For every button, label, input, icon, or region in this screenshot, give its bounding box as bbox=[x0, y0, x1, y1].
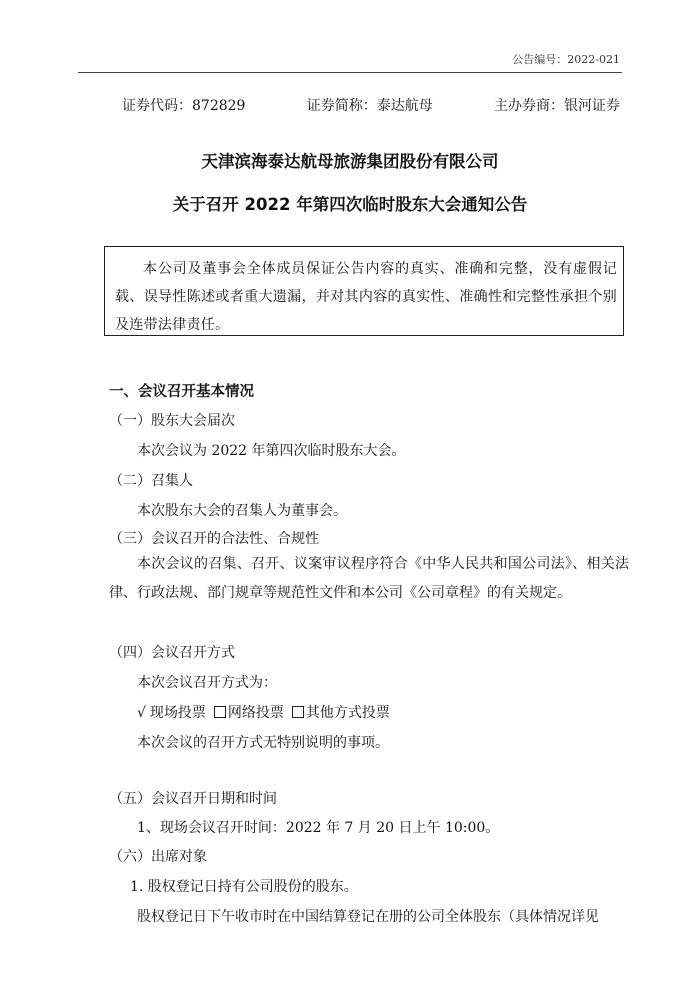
voting-options bbox=[137, 702, 390, 722]
sponsor-value: 银河证券 bbox=[563, 98, 620, 114]
option-other-vote: 其他方式投票 bbox=[305, 705, 390, 721]
subsection-2-title: （二）召集人 bbox=[109, 473, 193, 489]
header-rule bbox=[78, 72, 622, 73]
statement-box bbox=[104, 246, 624, 336]
company-title: 天津滨海泰达航母旅游集团股份有限公司 bbox=[201, 152, 499, 171]
checkmark-icon: √ bbox=[137, 705, 146, 721]
notice-title: 关于召开 2022 年第四次临时股东大会通知公告 bbox=[172, 195, 528, 214]
securities-abbr-value: 泰达航母 bbox=[376, 98, 433, 114]
statement-text: 本公司及董事会全体成员保证公告内容的真实、准确和完整，没有虚假记载、误导性陈述或者重大遗漏，并对其内容的真实性、准确性和完整性承担个别及连带法律责任。 bbox=[115, 261, 617, 333]
sponsor-label: 主办券商： bbox=[493, 98, 564, 114]
subsection-3-body: 本次会议的召集、召开、议案审议程序符合《中华人民共和国公司法》、相关法律、行政法规、部门规章等规范性文件和本公司《公司章程》的有关规定。 bbox=[109, 556, 629, 601]
subsection-5-title: （五）会议召开日期和时间 bbox=[109, 791, 277, 807]
subsection-6-body: 股权登记日下午收市时在中国结算登记在册的公司全体股东（具体情况详见 bbox=[137, 909, 599, 925]
securities-code bbox=[122, 95, 245, 115]
securities-code-label: 证券代码： bbox=[122, 98, 192, 114]
option-online-vote: 网络投票 bbox=[227, 705, 284, 721]
subsection-6-item-1: 1. 股权登记日持有公司股份的股东。 bbox=[130, 879, 358, 895]
securities-abbr bbox=[307, 95, 433, 115]
subsection-3-title: （三）会议召开的合法性、合规性 bbox=[109, 531, 319, 547]
subsection-4-intro: 本次会议召开方式为： bbox=[137, 675, 277, 691]
securities-info-row bbox=[122, 95, 620, 115]
subsection-4-title: （四）会议召开方式 bbox=[109, 645, 235, 661]
subsection-2-body: 本次股东大会的召集人为董事会。 bbox=[137, 503, 347, 519]
subsection-5-item-1: 1、现场会议召开时间：2022 年 7 月 20 日上午 10:00。 bbox=[137, 820, 500, 836]
subsection-1-body: 本次会议为 2022 年第四次临时股东大会。 bbox=[137, 443, 406, 459]
subsection-4-note: 本次会议的召开方式无特别说明的事项。 bbox=[137, 735, 389, 751]
sponsor bbox=[494, 95, 620, 115]
checkbox-icon bbox=[292, 706, 304, 718]
notice-number: 公告编号：2022-021 bbox=[512, 53, 620, 66]
checkbox-icon bbox=[214, 706, 226, 718]
subsection-6-title: （六）出席对象 bbox=[109, 849, 207, 865]
securities-code-value: 872829 bbox=[192, 98, 246, 114]
option-onsite-vote: 现场投票 bbox=[149, 705, 206, 721]
securities-abbr-label: 证券简称： bbox=[306, 98, 377, 114]
section-heading: 一、会议召开基本情况 bbox=[109, 384, 254, 400]
subsection-1-title: （一）股东大会届次 bbox=[109, 413, 235, 429]
